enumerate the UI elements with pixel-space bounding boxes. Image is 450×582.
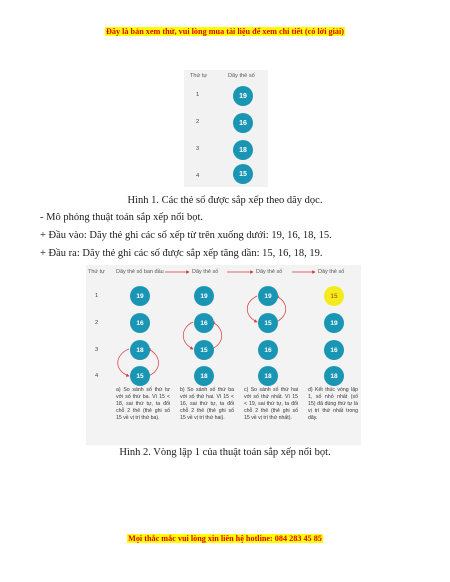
step-note: a) So sánh số thứ tư với số thứ ba. Vì 15 < 18, sai thứ tự, ta đổi chỗ 2 thẻ (thẻ ghi số 15 về vị trí thứ ba). bbox=[116, 387, 170, 421]
row-number: 4 bbox=[95, 373, 99, 379]
row-number: 2 bbox=[95, 320, 99, 326]
figure-1 bbox=[184, 70, 268, 187]
column-header: Dãy thẻ số ban đầu bbox=[116, 269, 164, 275]
column-order-header: Thứ tự bbox=[88, 269, 105, 275]
paragraph: + Đầu vào: Dãy thẻ ghi các số xếp từ trên xuống dưới: 19, 16, 18, 15. bbox=[40, 230, 332, 241]
number-card: 18 bbox=[233, 140, 253, 160]
number-card: 18 bbox=[324, 366, 344, 386]
paragraph: - Mô phỏng thuật toán sắp xếp nổi bọt. bbox=[40, 212, 204, 223]
paragraph: + Đầu ra: Dãy thẻ ghi các số được sắp xếp tăng dần: 15, 16, 18, 19. bbox=[40, 248, 323, 259]
figure-1-caption: Hình 1. Các thẻ số được sắp xếp theo dãy dọc. bbox=[127, 195, 323, 206]
number-card: 15 bbox=[130, 366, 150, 386]
row-number: 3 bbox=[95, 347, 99, 353]
step-note: d) Kết thúc vòng lặp 1, số nhỏ nhất (số 15) đã đúng thứ tự là vị trí thứ nhất trong dãy. bbox=[308, 387, 358, 421]
hotline-banner: Mọi thắc mắc vui lòng xin liên hệ hotline: 084 283 45 85 bbox=[128, 534, 322, 543]
order-number: 1 bbox=[196, 92, 200, 98]
row-number: 1 bbox=[95, 293, 99, 299]
number-card: 18 bbox=[258, 366, 278, 386]
column-cards-header: Dãy thẻ số bbox=[228, 73, 255, 79]
swap-arrow bbox=[118, 349, 129, 376]
order-number: 4 bbox=[196, 173, 200, 179]
column-order-header: Thứ tự bbox=[190, 73, 208, 79]
number-card: 19 bbox=[194, 286, 214, 306]
number-card: 18 bbox=[130, 340, 150, 360]
figure-2-caption: Hình 2. Vòng lặp 1 của thuật toán sắp xếp nổi bọt. bbox=[119, 447, 331, 458]
order-number: 2 bbox=[196, 119, 200, 125]
number-card: 16 bbox=[324, 340, 344, 360]
swap-arrow bbox=[247, 296, 257, 322]
column-header: Dãy thẻ số bbox=[192, 269, 219, 275]
step-note: c) So sánh số thứ hai với số thứ nhất. Vì 15 < 19, sai thứ tự, ta đổi chỗ 2 thẻ (thẻ ghi số 15 về vị trí thứ nhất). bbox=[244, 387, 298, 421]
number-card: 19 bbox=[130, 286, 150, 306]
swap-arrow bbox=[148, 349, 159, 376]
figure-2 bbox=[86, 265, 361, 445]
number-card: 19 bbox=[258, 286, 278, 306]
number-card: 16 bbox=[194, 313, 214, 333]
column-header: Dãy thẻ số bbox=[256, 269, 283, 275]
number-card: 15 bbox=[258, 313, 278, 333]
number-card: 15 bbox=[194, 340, 214, 360]
order-number: 3 bbox=[196, 146, 200, 152]
number-card: 19 bbox=[324, 313, 344, 333]
step-note: b) So sánh số thứ ba với số thứ hai. Vì 15 < 16, sai thứ tự, ta đổi chỗ 2 thẻ (thẻ ghi số 15 về vị trí thứ hai). bbox=[180, 387, 234, 421]
number-card-highlighted: 15 bbox=[324, 286, 344, 306]
number-card: 15 bbox=[233, 164, 253, 184]
preview-banner: Đây là bản xem thử, vui lòng mua tài liệu để xem chi tiết (có lời giải) bbox=[105, 27, 344, 36]
column-header: Dãy thẻ số bbox=[318, 269, 345, 275]
number-card: 19 bbox=[233, 86, 253, 106]
number-card: 16 bbox=[233, 113, 253, 133]
number-card: 18 bbox=[194, 366, 214, 386]
swap-arrow bbox=[276, 296, 286, 322]
swap-arrow bbox=[183, 322, 193, 349]
number-card: 16 bbox=[130, 313, 150, 333]
number-card: 16 bbox=[258, 340, 278, 360]
